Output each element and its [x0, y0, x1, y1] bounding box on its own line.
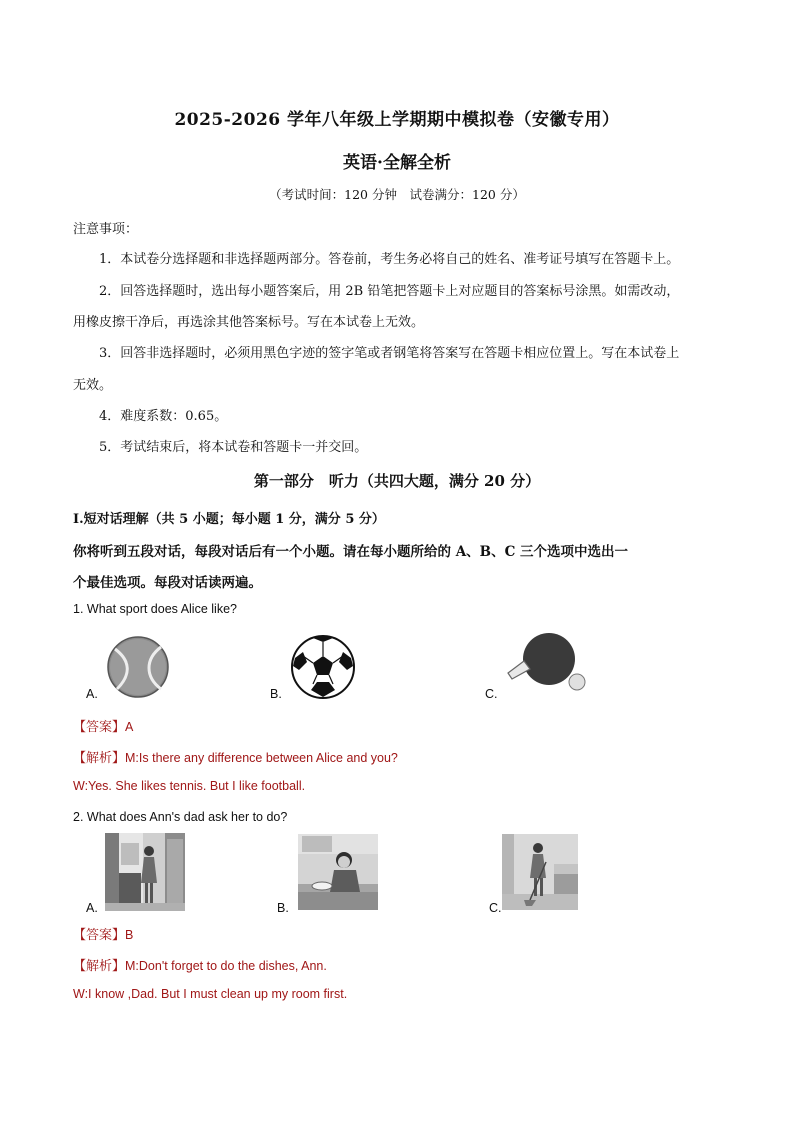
instruction-line-2: 个最佳选项。每段对话读两遍。 [73, 575, 262, 591]
answer-value: A [125, 720, 134, 734]
answer-value: B [125, 928, 134, 942]
note-item-4: 4．难度系数：0.65。 [99, 409, 228, 424]
girl-washing-dishes-image [298, 834, 378, 910]
q1-analysis [73, 747, 398, 766]
ping-pong-paddle-icon [504, 633, 588, 693]
q2-option-a-label: A. [86, 901, 98, 915]
answer-label: 【答案】 [73, 928, 126, 943]
girl-in-kitchen-image [105, 833, 185, 911]
q2-option-c-label: C. [489, 901, 502, 915]
q1-answer [73, 716, 133, 735]
q2-analysis [73, 955, 327, 974]
tennis-ball-icon [105, 635, 171, 699]
page-title: 2025-2026 学年八年级上学期期中模拟卷（安徽专用） [174, 110, 620, 130]
note-item-3-cont: 无效。 [73, 378, 113, 393]
question-1: 1. What sport does Alice like? [73, 602, 237, 616]
note-item-1: 1．本试卷分选择题和非选择题两部分。答卷前，考生务必将自己的姓名、准考证号填写在答题卡上。 [99, 252, 680, 267]
q2-answer [73, 924, 133, 943]
note-item-2: 2．回答选择题时，选出每小题答案后，用 2B 铅笔把答题卡上对应题目的答案标号涂黑。如需改动， [99, 284, 680, 299]
note-item-2-cont: 用橡皮擦干净后，再选涂其他答案标号。写在本试卷上无效。 [73, 315, 425, 330]
section-title: Ⅰ.短对话理解（共 5 小题；每小题 1 分，满分 5 分） [73, 512, 385, 527]
answer-label: 【答案】 [73, 720, 126, 735]
notes-heading: 注意事项： [73, 222, 139, 237]
analysis-label: 【解析】 [73, 959, 126, 974]
analysis-label: 【解析】 [73, 751, 126, 766]
analysis-line-1: M:Don't forget to do the dishes, Ann. [125, 959, 327, 973]
note-item-5: 5．考试结束后，将本试卷和答题卡一并交回。 [99, 440, 368, 455]
page-subtitle: 英语·全解全析 [343, 153, 451, 173]
q2-option-b-label: B. [277, 901, 289, 915]
note-item-3: 3．回答非选择题时，必须用黑色字迹的签字笔或者钢笔将答案写在答题卡相应位置上。写在本试卷上 [99, 346, 680, 361]
q1-option-a-label: A. [86, 687, 98, 701]
girl-sweeping-room-image [502, 834, 578, 910]
q1-option-b-label: B. [270, 687, 282, 701]
soccer-ball-icon [289, 634, 357, 700]
instruction-line-1: 你将听到五段对话，每段对话后有一个小题。请在每小题所给的 A、B、C 三个选项中选出一 [73, 544, 629, 560]
exam-info: （考试时间：120 分钟 试卷满分：120 分） [269, 187, 525, 202]
q1-analysis-line-2: W:Yes. She likes tennis. But I like football. [73, 779, 306, 793]
q2-analysis-line-2: W:I know ,Dad. But I must clean up my room first. [73, 987, 348, 1001]
q1-option-c-label: C. [485, 687, 498, 701]
question-2: 2. What does Ann's dad ask her to do? [73, 810, 288, 824]
part1-heading: 第一部分 听力（共四大题，满分 20 分） [253, 472, 541, 490]
analysis-line-1: M:Is there any difference between Alice and you? [125, 751, 398, 765]
